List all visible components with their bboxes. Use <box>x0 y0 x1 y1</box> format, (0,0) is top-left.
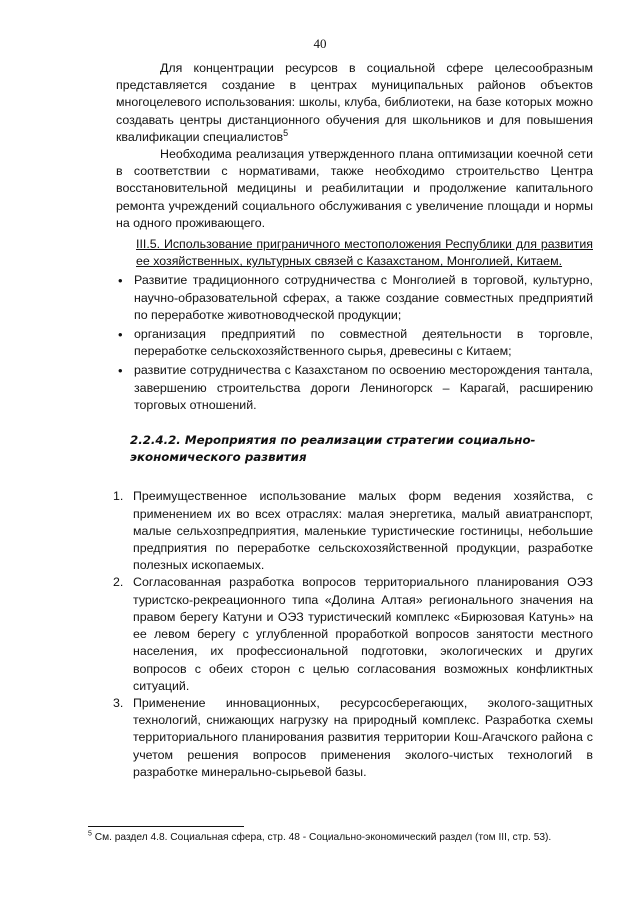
paragraph-text: Для концентрации ресурсов в социальной сфере целесообразным представляется создание в центрах муниципальных районов объектов многоцелевого использования: школы, клуба, библиотеки, на базе которых можно создавать центры дистанционного обучения для школьников и для повышения квалификации специалистов <box>116 61 593 144</box>
measure-number: 1. <box>113 489 124 504</box>
paragraph-hospital-network: Необходима реализация утвержденного плана оптимизации коечной сети в соответствии с нормативами, также необходимо строительство Центра восстановительной медицины и реабилитации и продолжение капитального ремонта учреждений социального обслуживания с увеличение площади и нормы на одного проживающего. <box>116 147 593 230</box>
document-body <box>113 60 593 781</box>
bullet-list <box>116 272 593 414</box>
footnote-text: См. раздел 4.8. Социальная сфера, стр. 48 - Социально-экономический раздел (том III, стр. 53). <box>91 832 552 843</box>
measure-item <box>113 488 593 574</box>
bullet-item: • Развитие традиционного сотрудничества с Монголией в торговой, культурно, научно-образовательной сферах, а также создание совместных предприятий по переработке животноводческой продукции; <box>134 272 593 324</box>
bullet-item: • развитие сотрудничества с Казахстаном по освоению месторождения тантала, завершению строительства дороги Лениногорск – Карагай, расширению торговых отношений. <box>134 362 593 414</box>
footnote-reference[interactable]: 5 <box>283 127 289 138</box>
measure-number: 3. <box>113 695 124 710</box>
footnote <box>88 831 598 844</box>
measure-number: 2. <box>113 575 124 590</box>
measure-item <box>113 574 593 694</box>
subsection-heading: 2.2.4.2. Мероприятия по реализации стратегии социально-экономического развития <box>130 433 536 465</box>
page-number: 40 <box>313 36 327 51</box>
measure-item <box>113 695 593 781</box>
bullet-item: • организация предприятий по совместной деятельности в торговле, переработке сельскохозяйственного сырья, древесины с Китаем; <box>134 326 593 360</box>
footnote-mark: 5 <box>88 830 92 838</box>
measure-text: Преимущественное использование малых форм ведения хозяйства, с применением их во всех отраслях: малая энергетика, малый авиатранспорт, малые сельхозпредприятия, маленькие туристические гостиницы, небольшие предприятия по переработке сельскохозяйственной продукции, разработке полезных ископаемых. <box>133 489 593 573</box>
paragraph-concentration <box>116 60 593 146</box>
measures-list <box>113 488 593 780</box>
section-heading: III.5. Использование приграничного местоположения Республики для развития ее хозяйственных, культурных связей с Казахстаном, Монголией, Китаем. <box>136 237 593 269</box>
footnote-separator <box>88 826 244 827</box>
measure-text: Согласованная разработка вопросов территориального планирования ОЭЗ туристско-рекреационного типа «Долина Алтая» регионального значения на правом берегу Катуни и ОЭЗ туристический комплекс «Бирюзовая Катунь» на ее левом берегу с углубленной проработкой вопросов занятости местного населения, их профессиональной подготовки, экологических и других вопросов с обеих сторон с целью согласования возможных конфликтных ситуаций. <box>133 575 593 693</box>
measure-text: Применение инновационных, ресурсосберегающих, эколого-защитных технологий, снижающих нагрузку на природный комплекс. Разработка схемы территориального планирования развития территории Кош-Агачского района с учетом решения вопросов применения эколого-чистых технологий в разработке минерально-сырьевой базы. <box>133 695 593 779</box>
